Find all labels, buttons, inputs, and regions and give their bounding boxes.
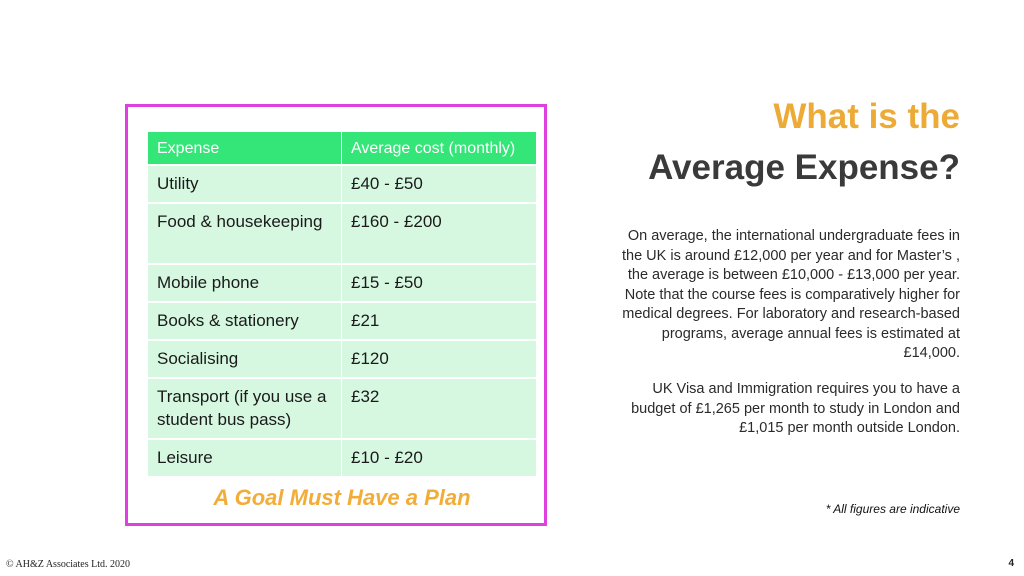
- copyright-footer: © AH&Z Associates Ltd. 2020: [6, 559, 130, 570]
- expense-cell: Utility: [148, 165, 342, 203]
- table-row: [148, 439, 536, 477]
- expense-cell: Books & stationery: [148, 302, 342, 340]
- table-row: [148, 264, 536, 302]
- expense-table: [148, 132, 536, 478]
- table-row: [148, 203, 536, 264]
- indicative-note: * All figures are indicative: [825, 502, 960, 516]
- expense-cell: Mobile phone: [148, 264, 342, 302]
- expense-cell: Socialising: [148, 340, 342, 378]
- table-row: [148, 165, 536, 203]
- slide-title-line1: What is the: [773, 97, 960, 136]
- cost-cell: £10 - £20: [342, 439, 537, 477]
- table-row: [148, 340, 536, 378]
- column-header-average-cost: Average cost (monthly): [342, 132, 537, 165]
- visa-paragraph: UK Visa and Immigration requires you to have a budget of £1,265 per month to study in London and £1,015 per month outside London.: [631, 381, 960, 436]
- table-row: [148, 378, 536, 439]
- cost-cell: £160 - £200: [342, 203, 537, 264]
- expense-cell: Food & housekeeping: [148, 203, 342, 264]
- column-header-expense: Expense: [148, 132, 342, 165]
- table-row: [148, 302, 536, 340]
- cost-cell: £15 - £50: [342, 264, 537, 302]
- expense-cell: Transport (if you use a student bus pass): [148, 378, 342, 439]
- table-header-row: [148, 132, 536, 165]
- slide-title-line2: Average Expense?: [648, 148, 960, 187]
- cost-cell: £40 - £50: [342, 165, 537, 203]
- goal-caption: A Goal Must Have a Plan: [213, 485, 471, 510]
- cost-cell: £21: [342, 302, 537, 340]
- page-number: 4: [1008, 558, 1014, 569]
- cost-cell: £120: [342, 340, 537, 378]
- expense-cell: Leisure: [148, 439, 342, 477]
- cost-cell: £32: [342, 378, 537, 439]
- fees-paragraph: On average, the international undergraduate fees in the UK is around £12,000 per year and for Master’s , the average is between £10,000 - £13,000 per year. Note that the course fees is comparatively higher for medical degrees. For laboratory and research-based programs, average annual fees is estimated at £14,000.: [622, 228, 960, 361]
